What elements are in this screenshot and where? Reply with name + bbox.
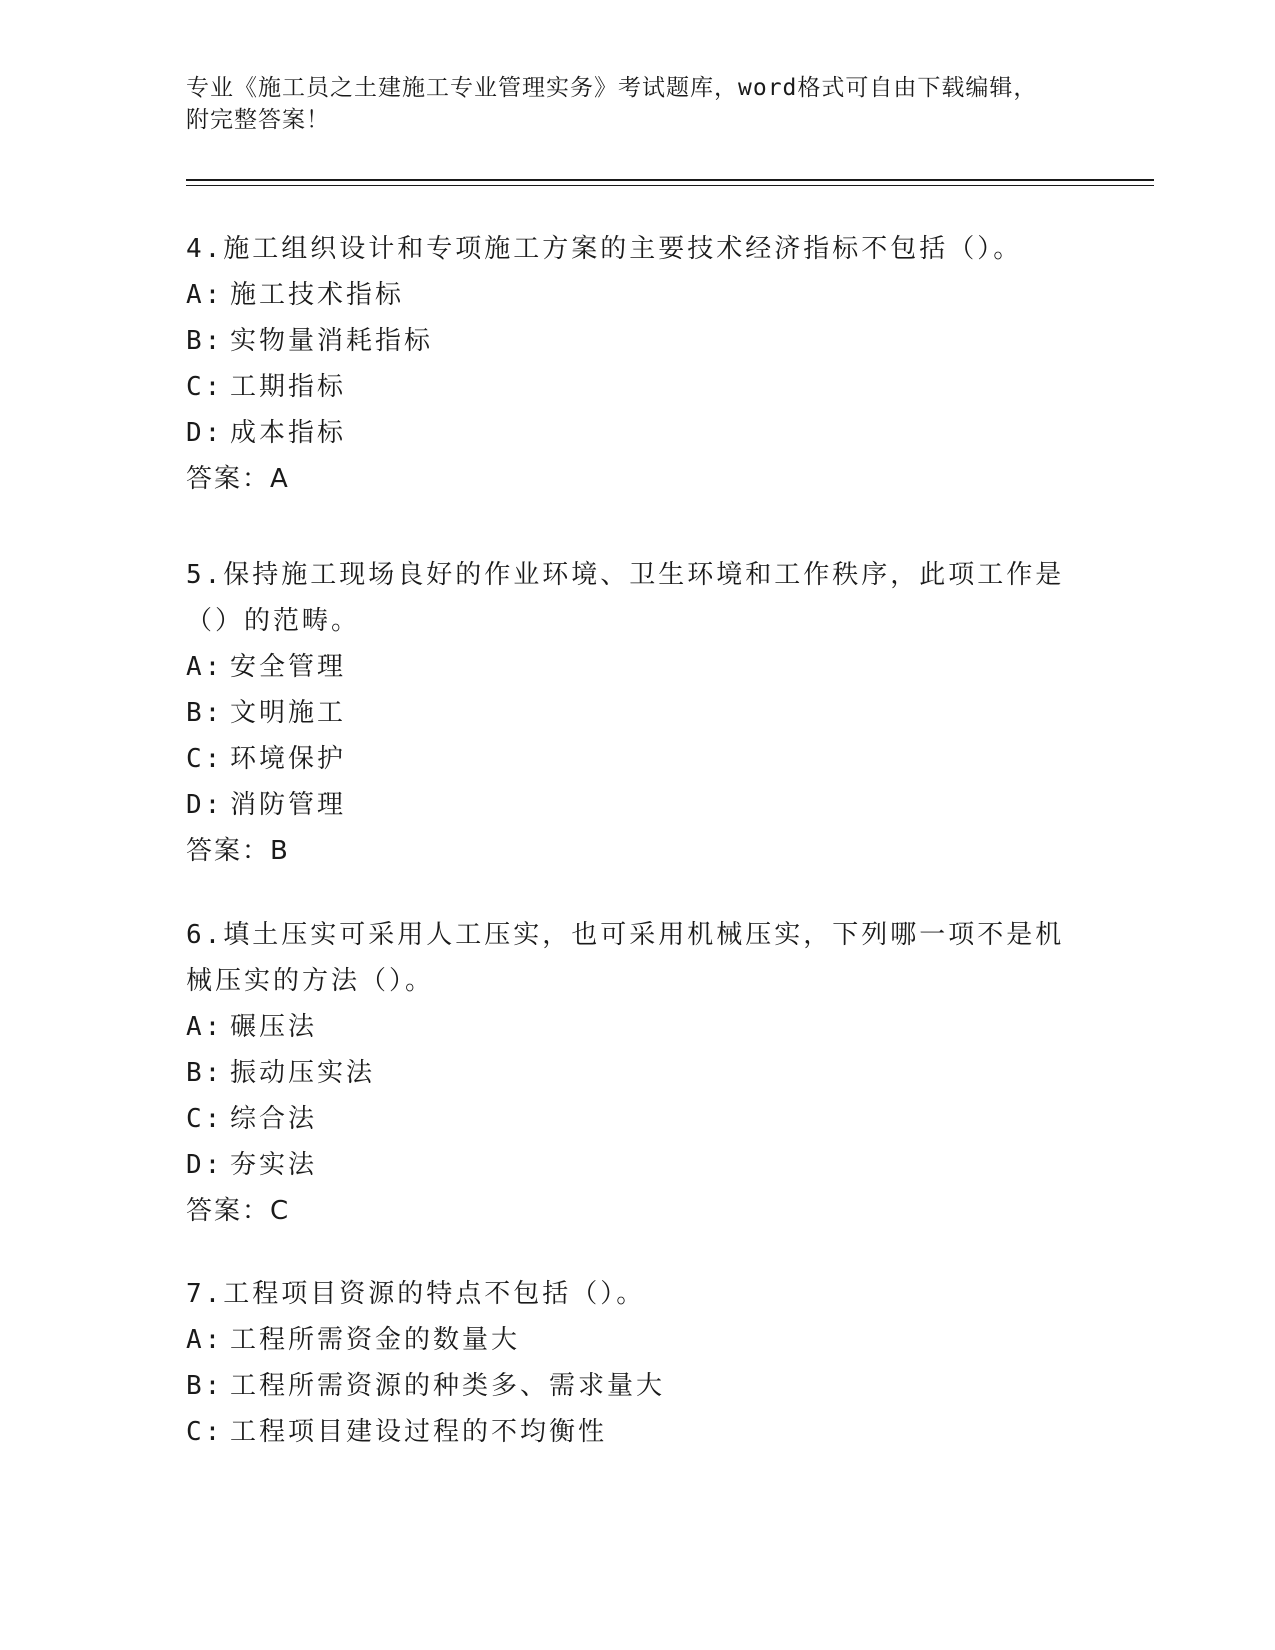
option-text: 实物量消耗指标: [230, 326, 434, 356]
option-key: A:: [186, 1012, 224, 1042]
option-key: D:: [186, 418, 224, 448]
answer: 答案：A: [186, 464, 290, 494]
question-6: [186, 912, 1066, 1234]
answer: 答案：C: [186, 1196, 291, 1226]
question-7: [186, 1271, 1066, 1455]
option-b: [186, 1050, 1066, 1096]
option-d: [186, 1142, 1066, 1188]
question-stem-line-1: 5.保持施工现场良好的作业环境、卫生环境和工作秩序，此项工作是: [186, 560, 1065, 590]
question-stem-line-2: （）的范畴。: [186, 606, 361, 636]
option-text: 综合法: [230, 1104, 318, 1134]
option-text: 工程所需资源的种类多、需求量大: [230, 1371, 666, 1401]
option-key: C:: [186, 1417, 224, 1447]
document-header: [186, 72, 1066, 136]
option-d: [186, 410, 1066, 456]
option-b: [186, 690, 1066, 736]
option-key: C:: [186, 372, 224, 402]
option-key: B:: [186, 1371, 224, 1401]
header-line-2: 附完整答案！: [186, 107, 330, 133]
option-c: [186, 1096, 1066, 1142]
option-text: 消防管理: [230, 790, 347, 820]
option-c: [186, 1409, 1066, 1455]
header-divider-thick: [186, 179, 1154, 181]
option-d: [186, 782, 1066, 828]
question-4: [186, 226, 1066, 502]
option-text: 工期指标: [230, 372, 347, 402]
option-text: 夯实法: [230, 1150, 318, 1180]
option-key: C:: [186, 744, 224, 774]
option-text: 碾压法: [230, 1012, 318, 1042]
option-b: [186, 1363, 1066, 1409]
option-text: 振动压实法: [230, 1058, 376, 1088]
question-stem: 7.工程项目资源的特点不包括（）。: [186, 1279, 646, 1309]
question-stem: 4.施工组织设计和专项施工方案的主要技术经济指标不包括（）。: [186, 234, 1023, 264]
option-key: B:: [186, 1058, 224, 1088]
option-key: A:: [186, 280, 224, 310]
question-stem-line-2: 械压实的方法（）。: [186, 966, 435, 996]
option-b: [186, 318, 1066, 364]
option-key: C:: [186, 1104, 224, 1134]
option-text: 工程项目建设过程的不均衡性: [230, 1417, 608, 1447]
option-text: 环境保护: [230, 744, 347, 774]
question-5: [186, 552, 1066, 874]
option-key: B:: [186, 698, 224, 728]
answer: 答案：B: [186, 836, 290, 866]
option-a: [186, 644, 1066, 690]
header-divider-thin: [186, 185, 1154, 186]
option-a: [186, 1317, 1066, 1363]
option-key: D:: [186, 1150, 224, 1180]
header-line-1: 专业《施工员之土建施工专业管理实务》考试题库，word格式可自由下载编辑，: [186, 75, 1038, 101]
option-key: B:: [186, 326, 224, 356]
option-text: 工程所需资金的数量大: [230, 1325, 521, 1355]
option-a: [186, 1004, 1066, 1050]
option-key: A:: [186, 652, 224, 682]
option-c: [186, 736, 1066, 782]
question-stem-line-1: 6.填土压实可采用人工压实，也可采用机械压实，下列哪一项不是机: [186, 920, 1065, 950]
option-text: 施工技术指标: [230, 280, 405, 310]
option-a: [186, 272, 1066, 318]
option-text: 文明施工: [230, 698, 347, 728]
option-key: A:: [186, 1325, 224, 1355]
option-c: [186, 364, 1066, 410]
option-key: D:: [186, 790, 224, 820]
option-text: 安全管理: [230, 652, 347, 682]
option-text: 成本指标: [230, 418, 347, 448]
